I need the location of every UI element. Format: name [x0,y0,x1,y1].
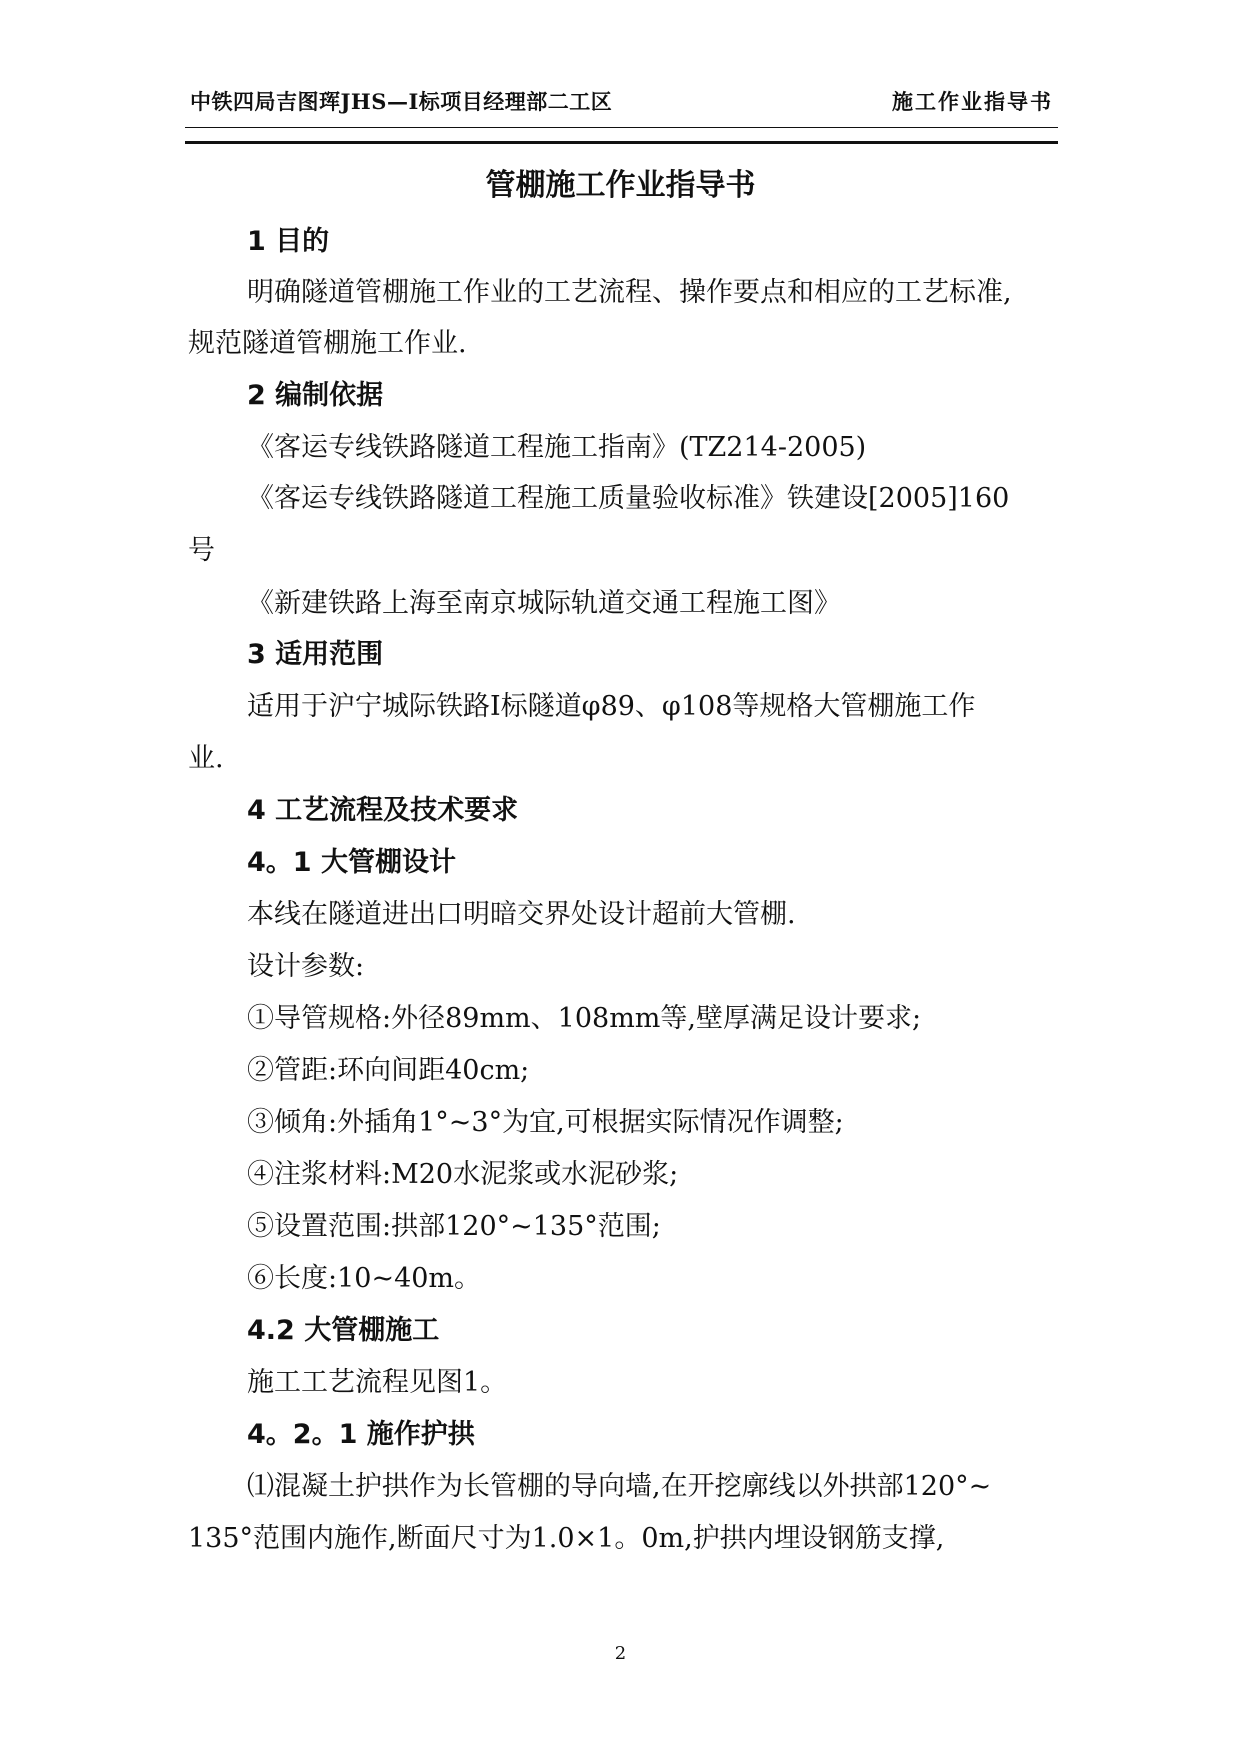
paragraph-line: 适用于沪宁城际铁路Ⅰ标隧道φ89、φ108等规格大管棚施工作 [247,691,976,722]
section-heading: 4 工艺流程及技术要求 [247,795,519,826]
paragraph-line: 135°范围内施作,断面尺寸为1.0×1。0m,护拱内埋设钢筋支撑, [188,1523,945,1554]
parameter-item: ③倾角:外插角1°~3°为宜,可根据实际情况作调整; [247,1107,844,1138]
paragraph-line: 明确隧道管棚施工作业的工艺流程、操作要点和相应的工艺标准, [247,277,1012,308]
paragraph-line: 规范隧道管棚施工作业. [188,328,467,359]
subsection-heading: 4。2。1 施作护拱 [247,1419,475,1450]
section-heading: 2 编制依据 [247,380,384,411]
subsection-heading: 4.2 大管棚施工 [247,1315,440,1346]
section-heading: 1 目的 [247,226,330,257]
page-number: 2 [614,1643,627,1664]
parameter-item: ②管距:环向间距40cm; [247,1055,530,1086]
parameter-item: ①导管规格:外径89mm、108mm等,壁厚满足设计要求; [247,1003,922,1034]
section-heading: 3 适用范围 [247,639,384,670]
subsection-heading: 4。1 大管棚设计 [247,847,456,878]
parameter-item: ④注浆材料:M20水泥浆或水泥砂浆; [247,1159,679,1190]
paragraph-line: 本线在隧道进出口明暗交界处设计超前大管棚. [247,899,796,930]
header-rule-thick [185,141,1058,144]
header-doc-type: 施工作业指导书 [892,89,1053,114]
header-project-name: 中铁四局吉图珲JHS—I标项目经理部二工区 [190,89,613,114]
parameter-item: ⑥长度:10~40m。 [247,1263,482,1294]
paragraph-line: 施工工艺流程见图1。 [247,1367,508,1398]
parameter-item: ⑤设置范围:拱部120°~135°范围; [247,1211,661,1242]
reference-line: 号 [188,535,215,566]
paragraph-line: 设计参数: [247,951,365,982]
paragraph-line: 业. [188,743,224,774]
paragraph-line: ⑴混凝土护拱作为长管棚的导向墙,在开挖廓线以外拱部120°~ [247,1471,992,1502]
reference-line: 《客运专线铁路隧道工程施工指南》(TZ214-2005) [247,432,867,463]
reference-line: 《客运专线铁路隧道工程施工质量验收标准》铁建设[2005]160 [247,483,1010,514]
document-title: 管棚施工作业指导书 [485,168,756,203]
header-rule-thin [185,127,1058,128]
reference-line: 《新建铁路上海至南京城际轨道交通工程施工图》 [247,588,841,619]
